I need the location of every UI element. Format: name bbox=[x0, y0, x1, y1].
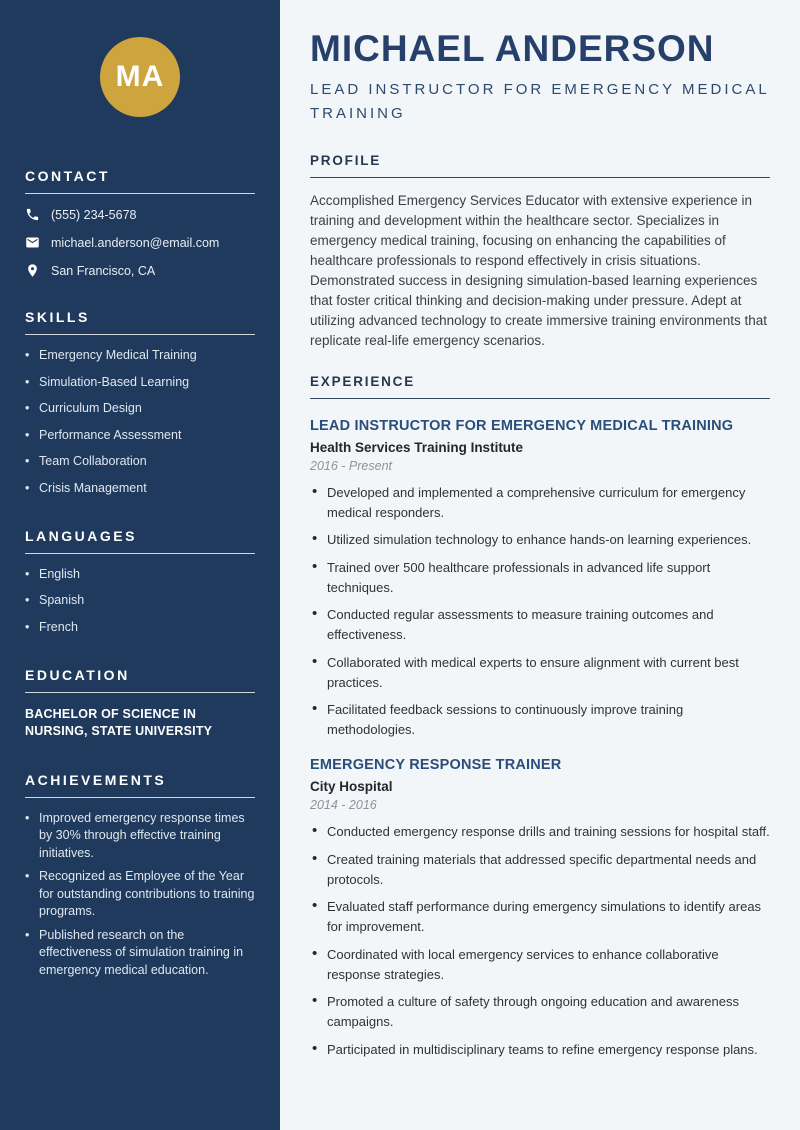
profile-heading: PROFILE bbox=[310, 153, 770, 178]
language-item: • English bbox=[25, 566, 255, 583]
location-icon bbox=[25, 263, 40, 278]
education-degree: BACHELOR OF SCIENCE IN NURSING, STATE UNIVERSITY bbox=[25, 706, 213, 738]
job-entry-1 bbox=[310, 418, 770, 741]
achievement-item: • Recognized as Employee of the Year for outstanding contributions to training programs. bbox=[25, 868, 255, 921]
education-section bbox=[25, 667, 255, 741]
sidebar bbox=[0, 0, 280, 1130]
email-icon bbox=[25, 235, 40, 250]
job-bullet: • Coordinated with local emergency services to enhance collaborative response strategies. bbox=[310, 945, 770, 985]
skill-item: • Simulation-Based Learning bbox=[25, 374, 255, 391]
location-text: San Francisco, CA bbox=[51, 263, 156, 278]
job-bullet: • Promoted a culture of safety through ongoing education and awareness campaigns. bbox=[310, 992, 770, 1032]
languages-heading: LANGUAGES bbox=[25, 528, 255, 554]
phone-number: (555) 234-5678 bbox=[51, 207, 137, 222]
job-bullet: • Conducted emergency response drills and training sessions for hospital staff. bbox=[310, 822, 770, 842]
achievements-heading: ACHIEVEMENTS bbox=[25, 772, 255, 798]
job-company: Health Services Training Institute bbox=[310, 439, 524, 455]
person-title: LEAD INSTRUCTOR FOR EMERGENCY MEDICAL TRAINING bbox=[310, 80, 770, 122]
job-dates: 2016 - Present bbox=[310, 458, 392, 473]
job-bullet: • Conducted regular assessments to measure training outcomes and effectiveness. bbox=[310, 605, 770, 645]
achievement-item: • Improved emergency response times by 30% through effective training initiatives. bbox=[25, 810, 255, 863]
skill-item: • Team Collaboration bbox=[25, 453, 255, 470]
job-bullet: • Utilized simulation technology to enhance hands-on learning experiences. bbox=[310, 530, 770, 550]
contact-heading: CONTACT bbox=[25, 168, 255, 194]
contact-row-phone bbox=[25, 207, 255, 222]
job-bullet: • Participated in multidisciplinary teams to refine emergency response plans. bbox=[310, 1040, 770, 1060]
contact-list bbox=[25, 207, 255, 278]
skill-item: • Crisis Management bbox=[25, 480, 255, 497]
main-content bbox=[280, 0, 800, 1130]
achievements-section bbox=[25, 772, 255, 980]
language-item: • French bbox=[25, 619, 255, 636]
experience-heading: EXPERIENCE bbox=[310, 374, 770, 399]
job-company: City Hospital bbox=[310, 779, 393, 795]
email-address: michael.anderson@email.com bbox=[51, 235, 220, 250]
job-dates: 2014 - 2016 bbox=[310, 798, 377, 813]
achievement-item: • Published research on the effectiveness of simulation training in emergency medical education. bbox=[25, 927, 255, 980]
job-bullet: • Collaborated with medical experts to ensure alignment with current best practices. bbox=[310, 653, 770, 693]
profile-section bbox=[310, 153, 770, 351]
job-bullets bbox=[310, 822, 770, 1060]
contact-section bbox=[25, 168, 255, 278]
skills-list bbox=[25, 347, 255, 497]
job-title: EMERGENCY RESPONSE TRAINER bbox=[310, 757, 562, 774]
contact-row-email bbox=[25, 235, 255, 250]
skills-section bbox=[25, 309, 255, 497]
person-name: MICHAEL ANDERSON bbox=[310, 28, 715, 69]
phone-icon bbox=[25, 207, 40, 222]
education-heading: EDUCATION bbox=[25, 667, 255, 693]
skill-item: • Performance Assessment bbox=[25, 427, 255, 444]
job-entry-2 bbox=[310, 757, 770, 1060]
contact-row-location bbox=[25, 263, 255, 278]
experience-section bbox=[310, 374, 770, 1060]
language-item: • Spanish bbox=[25, 592, 255, 609]
skill-item: • Emergency Medical Training bbox=[25, 347, 255, 364]
job-bullet: • Evaluated staff performance during emergency simulations to identify areas for improvement. bbox=[310, 897, 770, 937]
skill-item: • Curriculum Design bbox=[25, 400, 255, 417]
languages-section bbox=[25, 528, 255, 636]
job-bullet: • Developed and implemented a comprehensive curriculum for emergency medical responders. bbox=[310, 483, 770, 523]
job-title: LEAD INSTRUCTOR FOR EMERGENCY MEDICAL TRAINING bbox=[310, 417, 734, 434]
job-bullet: • Created training materials that addressed specific departmental needs and protocols. bbox=[310, 850, 770, 890]
languages-list bbox=[25, 566, 255, 636]
job-bullet: • Facilitated feedback sessions to continuously improve training methodologies. bbox=[310, 700, 770, 740]
achievements-list bbox=[25, 810, 255, 980]
profile-text: Accomplished Emergency Services Educator with extensive experience in training and development within the healthcare sector. Specializes in emergency medical training, focusing on enhancing the capabilities of healthcare professionals to respond effectively in crisis situations. Demonstrated success in designing simulation-based learning experiences that foster critical thinking and decision-making under pressure. Adept at utilizing advanced technology to create immersive training environments that replicate real-life emergency scenarios. bbox=[310, 192, 767, 348]
job-bullet: • Trained over 500 healthcare professionals in advanced life support techniques. bbox=[310, 558, 770, 598]
avatar bbox=[100, 37, 180, 117]
avatar-initials: MA bbox=[115, 60, 165, 93]
skills-heading: SKILLS bbox=[25, 309, 255, 335]
job-bullets bbox=[310, 483, 770, 741]
